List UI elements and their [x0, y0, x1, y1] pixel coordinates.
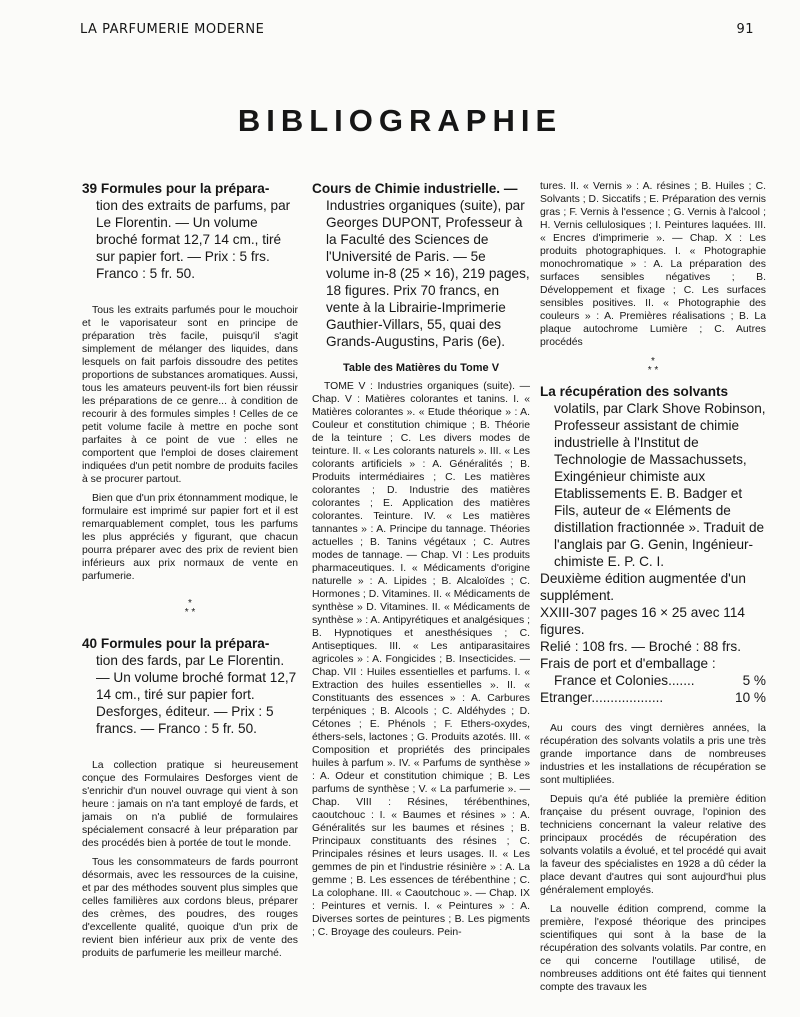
entry-lead: 40 Formules pour la prépara-	[82, 636, 270, 651]
journal-name: LA PARFUMERIE MODERNE	[80, 22, 265, 37]
review-paragraph: Depuis qu'a été publiée la première édition française du présent ouvrage, l'opinion des techniciens concernant la valeur relative des principaux procédés de récupération des solvants volatils a évolué, et tel procédé qui avait la faveur des spécialistes en 1928 a dû céder la place devant d'autres qui sont aujourd'hui plus généralement employés.	[540, 794, 766, 896]
shipping-france-label: France et Colonies.......	[554, 673, 695, 688]
shipping-etranger	[540, 689, 766, 706]
separator-asterism: * * *	[647, 356, 659, 376]
review-paragraph: Tous les extraits parfumés pour le mouchoir et le vaporisateur sont en principe de préparation très facile, puisqu'il s'agit simplement de mélanger des liquides, dans lesquels on fait parfois dissoudre des petites proportions de substances aromatiques. Aussi, tous les amateurs peuvent-ils fort bien réussir les préparations de ce genre... à condition de recourir à des formules simples ! Celles de ce petit volume facile à mettre en poche sont parfaites à ce point de vue : elles ne comportent que l'emploi de doses clairement indiquées d'un petit nombre de produits faciles à se procurer partout.	[82, 305, 298, 485]
review-paragraph: La nouvelle édition comprend, comme la première, l'exposé théorique des principes scientifiques qui sont à la base de la récupération des solvants volatils. Par contre, en ce qui concerne l'outillage utilisé, de nombreuses additions ont été faites qui tiennent compte des travaux les	[540, 904, 766, 993]
shipping-etranger-label: Etranger...................	[540, 690, 664, 705]
review-paragraph: Au cours des vingt dernières années, la récupération des solvants volatils a pris une très grande importance dans de nombreuses industries et les installations de récupération se sont multipliées.	[540, 723, 766, 786]
page-title: BIBLIOGRAPHIE	[237, 103, 563, 138]
entry-details: tion des fards, par Le Florentin. — Un volume broché format 12,7 14 cm., tiré sur papier fort. Desforges, éditeur. — Prix : 5 francs. — Franco : 5 fr. 50.	[96, 653, 297, 736]
review-paragraph: Tous les consommateurs de fards pourront désormais, avec les ressources de la cuisine, et par des méthodes souvent plus simples que celles familières aux cordons bleus, préparer des crèmes, des poudres, des rouges d'excellente qualité, quoique d'un prix de revient bien inférieur aux prix de vente des produits de parfumerie les meilleur marché.	[82, 857, 298, 959]
toc-text: TOME V : Industries organiques (suite). — Chap. V : Matières colorantes et tanins. I. « Matières colorantes ». « Etude théorique » : A. Couleur et constitution chimique ; B. Théorie de la teinture ; C. Les divers modes de teinture. II. « Les colorants naturels ». III. « Les colorants artificiels » : A. Généralités ; B. Produits intermédiaires ; C. Les matières colorantes ; D. Industrie des matières colorantes ; E. Application des matières colorantes. Teinture. IV. « Les matières tannantes » : A. Principe du tannage. Théories actuelles ; B. Tanins végétaux ; C. Autres modes de tannage. — Chap. VI : Les produits pharmaceutiques. I. « Médicaments d'origine naturelle » : A. Lipides ; B. Alcaloïdes ; C. Hormones ; D. Vitamines. II. « Médicaments de synthèse » D. Vitamines. II. « Médicaments de synthèse » : A. Antipyrétiques et analgésiques ; B. Hypnotiques et anesthésiques ; C. Antiseptiques. III. « Les antiparasitaires agricoles » : A. Fongicides ; B. Insecticides. — Chap. VII : Huiles essentielles et parfums. I. « Extraction des huiles essentielles ». II. « Constituants des essences » : A. Carbures terpéniques ; B. Alcools ; C. Aldéhydes ; D. Cétones ; E. Phénols ; F. Ethers-oxydes, éthers-sels, lactones ; G. Produits azotés. III. « Composition et propriétés des principales huiles à parfum ». IV. « Parfums de synthèse » : A. Odeur et constitution chimique ; B. Les parfums de synthèse ; V. « La parfumerie ». — Chap. VIII : Résines, térébenthines, caoutchouc : I. « Baumes et résines » : A. Généralités sur les baumes et résines ; B. Principaux constituants des résines ; C. Principales résines et leurs usages. II. « Les gemmes de pin et l'industrie résinière » : A. La gemme ; B. Les essences de térébenthine ; C. La colophane. III. « Caoutchouc ». — Chap. IX : Peintures et vernis. I. « Peintures » : A. Diverses sortes de peintures ; B. Les pigments ; C. Broyage des couleurs. Pein-	[312, 381, 530, 938]
separator-asterism: * * *	[184, 598, 196, 618]
toc-heading: Table des Matières du Tome V	[342, 362, 500, 374]
entry-lead: Cours de Chimie industrielle. —	[312, 181, 518, 196]
book-entry-40	[82, 635, 298, 737]
column-right	[540, 180, 766, 1000]
entry-details: Industries organiques (suite), par Georges DUPONT, Professeur à la Faculté des Sciences de l'Université de Paris. — 5e volume in-8 (25 × 16), 219 pages, 18 figures. Prix 70 francs, en vente à la Librairie-Imprimerie Gauthier-Villars, 55, quai des Grands-Augustins, Paris (6e).	[326, 198, 530, 349]
page-number: 91	[736, 22, 754, 37]
edition-note: Deuxième édition augmentée d'un supplément.	[540, 571, 746, 603]
shipping-etranger-value: 10 %	[735, 690, 766, 705]
book-entry-39	[82, 180, 298, 282]
book-entry-chimie	[312, 180, 530, 350]
toc-continued: tures. II. « Vernis » : A. résines ; B. Huiles ; C. Solvants ; D. Siccatifs ; E. Préparation des vernis gras ; F. Vernis à l'essence ; G. Vernis à l'alcool ; H. Vernis cellulosiques ; I. Peintures laquées. III. « Encres d'imprimerie ». — Chap. X : Les produits photographiques. I. « Photographie monochromatique » : A. La préparation des surfaces sensibles négatives ; B. Développement et fixage ; C. Les surfaces sensibles positives. II. « Photographie des couleurs » : A. Premières réalisations ; B. La plaque autochrome Lumière ; C. Autres procédés	[540, 181, 766, 348]
entry-lead: La récupération des solvants	[540, 384, 729, 399]
entry-lead: 39 Formules pour la prépara-	[82, 181, 270, 196]
shipping-france	[540, 672, 766, 689]
column-left	[82, 180, 298, 1000]
price-line: Relié : 108 frs. — Broché : 88 frs.	[540, 639, 741, 654]
entry-details: tion des extraits de parfums, par Le Florentin. — Un volume broché format 12,7 14 cm., tiré sur papier fort. — Prix : 5 frs. Franco : 5 fr. 50.	[96, 198, 291, 281]
running-header	[80, 22, 754, 37]
shipping-line: Frais de port et d'emballage :	[540, 656, 716, 671]
shipping-france-value: 5 %	[742, 673, 766, 688]
entry-details: volatils, par Clark Shove Robinson, Professeur assistant de chimie industrielle à l'Institut de Technologie de Massachussets, Exingénieur chimiste aux Etablissements E. B. Badger et Fils, auteur de « Eléments de distillation fractionnée ». Traduit de l'anglais par G. Genin, Ingénieur-chimiste E. P. C. I.	[554, 401, 766, 569]
review-paragraph: Bien que d'un prix étonnamment modique, le formulaire est imprimé sur papier fort et il est remarquablement complet, tous les parfums les plus appréciés y figurant, que chacun pourra préparer avec des prix de revient bien inférieurs aux prix normaux de vente en parfumerie.	[82, 493, 298, 582]
book-entry-solvants	[540, 383, 766, 570]
page-count: XXIII-307 pages 16 × 25 avec 114 figures.	[540, 605, 745, 637]
column-middle	[312, 180, 530, 1000]
review-paragraph: La collection pratique si heureusement conçue des Formulaires Desforges vient de s'enrichir d'un nouvel ouvrage qui vient à son heure : jamais on n'a tant employé de fards, et jamais on n'a publié de formulaires spécialement consacré à leur préparation par des procédés bien à portée de tout le monde.	[82, 760, 298, 849]
